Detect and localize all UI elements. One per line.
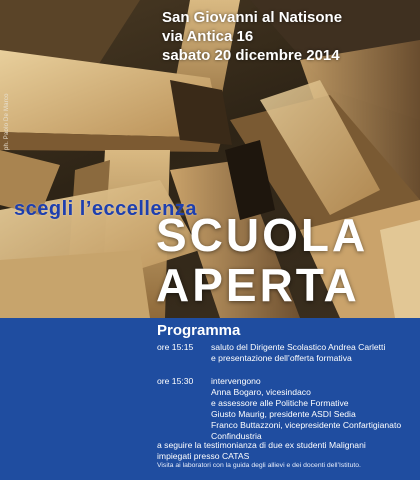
- photo-credit: ph. Paolo De Marco: [4, 93, 10, 150]
- tagline: scegli l’eccellenza: [14, 198, 197, 220]
- program-line: Anna Bogaro, vicesindaco: [211, 387, 311, 397]
- program-line: Confindustria: [211, 431, 262, 441]
- event-address: via Antica 16: [162, 28, 254, 45]
- program-heading: Programma: [157, 322, 241, 339]
- title-line-2: APERTA: [156, 259, 360, 311]
- program-line: e presentazione dell’offerta formativa: [211, 353, 352, 363]
- footer-note: Visita ai laboratori con la guida degli allievi e dei docenti dell’Istituto.: [157, 462, 361, 469]
- event-location: San Giovanni al Natisone: [162, 9, 343, 26]
- program-line: Giusto Maurig, presidente ASDI Sedia: [211, 409, 356, 419]
- program-line: intervengono: [211, 376, 261, 386]
- closing-text: impiegati presso CATAS: [157, 451, 250, 461]
- title-line-1: SCUOLA: [156, 209, 369, 261]
- program-time: ore 15:15: [157, 342, 194, 352]
- program-line: Franco Buttazzoni, vicepresidente Confartigianato: [211, 420, 402, 430]
- program-line: e assessore alle Politiche Formative: [211, 398, 349, 408]
- closing-text: a seguire la testimonianza di due ex studenti Malignani: [157, 440, 366, 450]
- program-line: saluto del Dirigente Scolastico Andrea Carletti: [211, 342, 386, 352]
- program-panel: [0, 318, 420, 480]
- event-info: [162, 8, 342, 65]
- program-time: ore 15:30: [157, 376, 194, 386]
- poster-title: [156, 210, 368, 310]
- event-date: sabato 20 dicembre 2014: [162, 47, 340, 64]
